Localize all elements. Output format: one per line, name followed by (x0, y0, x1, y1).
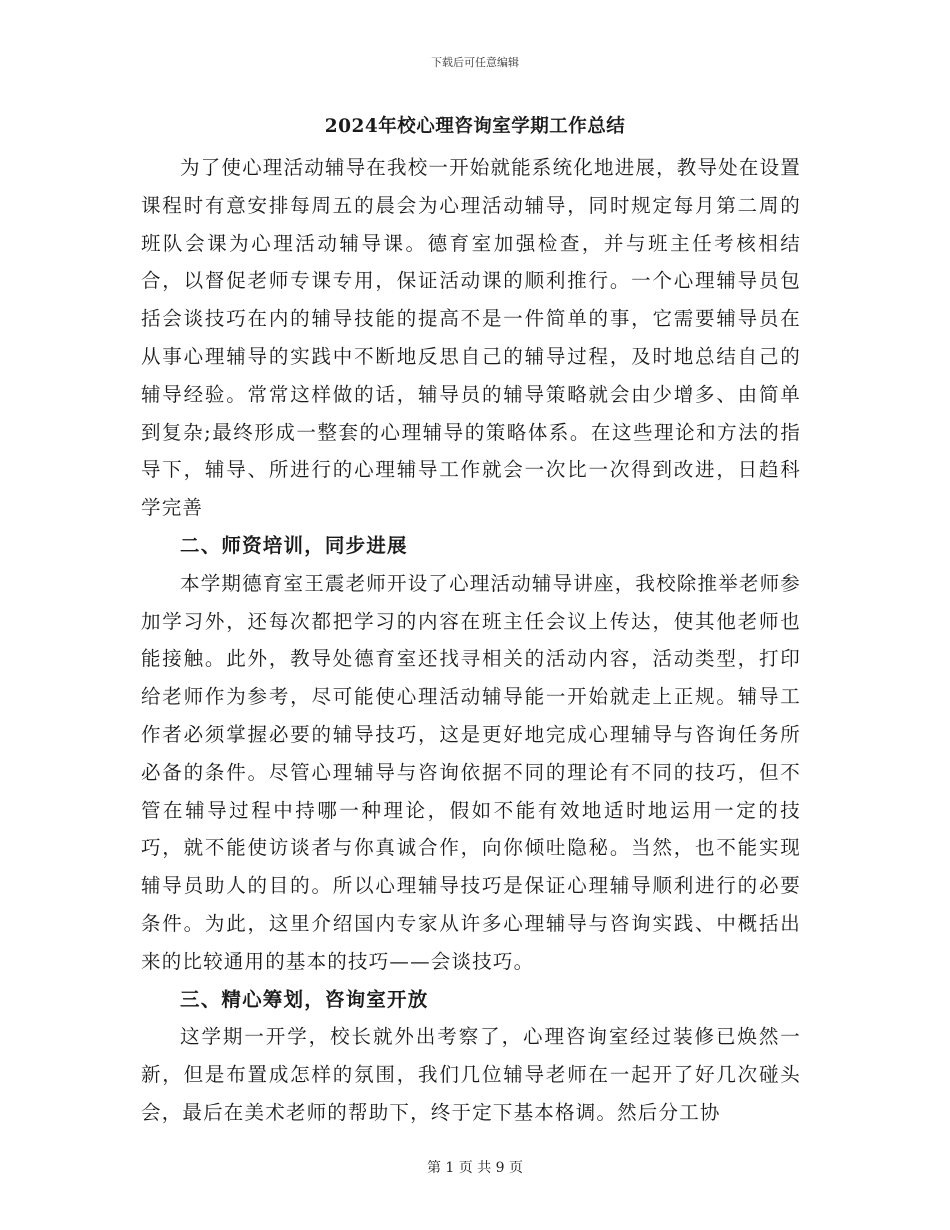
section-3-heading: 三、精心筹划，咨询室开放 (180, 987, 429, 1011)
document-title: 2024年校心理咨询室学期工作总结 (324, 116, 626, 137)
intro-paragraph: 为了使心理活动辅导在我校一开始就能系统化地进展，教导处在设置课程时有意安排每周五的晨会为心理活动辅导，同时规定每月第二周的班队会课为心理活动辅导课。德育室加强检查，并与班主任考核相结合，以督促老师专课专用，保证活动课的顺利推行。一个心理辅导员包括会谈技巧在内的辅导技能的提高不是一件简单的事，它需要辅导员在从事心理辅导的实践中不断地反思自己的辅导过程，及时地总结自己的辅导经验。常常这样做的话，辅导员的辅导策略就会由少增多、由简单到复杂;最终形成一整套的心理辅导的策略体系。在这些理论和方法的指导下，辅导、所进行的心理辅导工作就会一次比一次得到改进，日趋科学完善 (141, 156, 802, 520)
header-note: 下载后可任意编辑 (431, 56, 519, 69)
section-3-paragraph: 这学期一开学，校长就外出考察了，心理咨询室经过装修已焕然一新，但是布置成怎样的氛围，我们几位辅导老师在一起开了好几次碰头会，最后在美术老师的帮助下，终于定下基本格调。然后分工协 (141, 1025, 801, 1124)
page-footer: 第 1 页 共 9 页 (426, 1160, 524, 1176)
document-body (141, 149, 801, 1132)
section-2-paragraph: 本学期德育室王震老师开设了心理活动辅导讲座，我校除推举老师参加学习外，还每次都把学习的内容在班主任会议上传达，使其他老师也能接触。此外，教导处德育室还找寻相关的活动内容，活动类型，打印给老师作为参考，尽可能使心理活动辅导能一开始就走上正规。辅导工作者必须掌握必要的辅导技巧，这是更好地完成心理辅导与咨询任务所必备的条件。尽管心理辅导与咨询依据不同的理论有不同的技巧，但不管在辅导过程中持哪一种理论，假如不能有效地适时地运用一定的技巧，就不能使访谈者与你真诚合作，向你倾吐隐秘。当然，也不能实现辅导员助人的目的。所以心理辅导技巧是保证心理辅导顺利进行的必要条件。为此，这里介绍国内专家从许多心理辅导与咨询实践、中概括出来的比较通用的基本的技巧——会谈技巧。 (141, 571, 802, 973)
section-2-heading: 二、师资培训，同步进展 (180, 533, 408, 557)
